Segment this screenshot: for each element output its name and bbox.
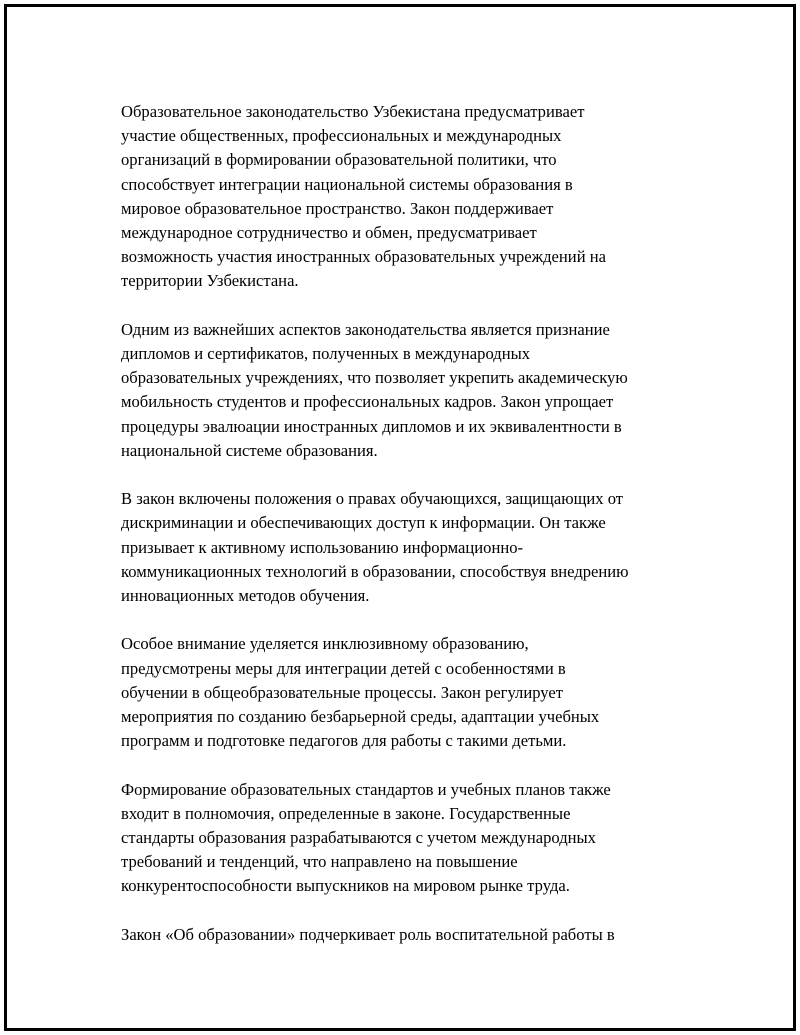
text-line: дипломов и сертификатов, полученных в международных (121, 344, 531, 364)
text-line: В закон включены положения о правах обучающихся, защищающих от (121, 489, 624, 509)
text-line: возможность участия иностранных образовательных учреждений на (121, 247, 606, 267)
text-line: мероприятия по созданию безбарьерной среды, адаптации учебных (121, 707, 600, 727)
text-line: стандарты образования разрабатываются с учетом международных (121, 828, 596, 848)
paragraph (121, 778, 701, 899)
text-line: Особое внимание уделяется инклюзивному образованию, (121, 634, 529, 654)
text-line: предусмотрены меры для интеграции детей с особенностями в (121, 658, 566, 678)
text-line: участие общественных, профессиональных и международных (121, 126, 562, 146)
text-line: мобильность студентов и профессиональных кадров. Закон упрощает (121, 392, 614, 412)
text-line: территории Узбекистана. (121, 271, 299, 291)
paragraph (121, 100, 701, 294)
text-line: обучении в общеобразовательные процессы. Закон регулирует (121, 682, 563, 702)
text-line: процедуры эвалюации иностранных дипломов и их эквивалентности в (121, 416, 622, 436)
paragraph (121, 487, 701, 608)
text-line: коммуникационных технологий в образовании, способствуя внедрению (121, 561, 629, 581)
text-line: инновационных методов обучения. (121, 586, 370, 606)
document-body (121, 100, 701, 971)
text-line: Закон «Об образовании» подчеркивает роль воспитательной работы в (121, 924, 615, 944)
text-line: входит в полномочия, определенные в законе. Государственные (121, 803, 571, 823)
text-line: конкурентоспособности выпускников на мировом рынке труда. (121, 876, 570, 896)
paragraph (121, 923, 701, 947)
text-line: национальной системе образования. (121, 440, 378, 460)
text-line: Одним из важнейших аспектов законодательства является признание (121, 319, 610, 339)
text-line: призывает к активному использованию информационно- (121, 537, 524, 557)
text-line: международное сотрудничество и обмен, предусматривает (121, 223, 537, 243)
text-line: способствует интеграции национальной системы образования в (121, 174, 573, 194)
text-line: Формирование образовательных стандартов и учебных планов также (121, 779, 611, 799)
text-line: программ и подготовке педагогов для работы с такими детьми. (121, 731, 567, 751)
text-line: Образовательное законодательство Узбекистана предусматривает (121, 102, 585, 121)
text-line: образовательных учреждениях, что позволяет укрепить академическую (121, 368, 628, 388)
paragraph (121, 632, 701, 753)
text-line: мировое образовательное пространство. Закон поддерживает (121, 198, 554, 218)
text-line: организаций в формировании образовательной политики, что (121, 150, 557, 170)
paragraph (121, 318, 701, 463)
text-line: дискриминации и обеспечивающих доступ к информации. Он также (121, 513, 606, 533)
page-border (4, 4, 796, 1031)
text-line: требований и тенденций, что направлено на повышение (121, 852, 518, 872)
